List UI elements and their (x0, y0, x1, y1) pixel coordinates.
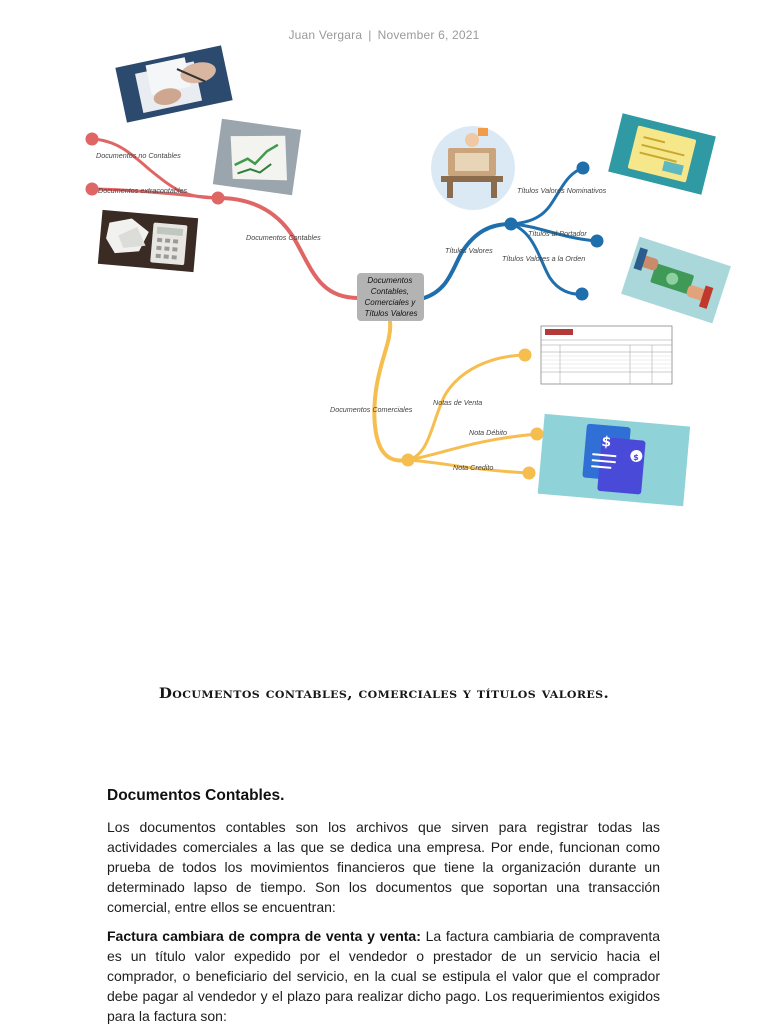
node-nominativos[interactable] (577, 162, 590, 175)
node-comerciales-hub[interactable] (402, 454, 415, 467)
crumpled-paper-calculator-image (98, 210, 198, 272)
node-portador[interactable] (591, 235, 604, 248)
node-no-contables[interactable] (86, 133, 99, 146)
center-node-label: Documentos Contables, Comerciales y Títulos Valores (364, 276, 418, 318)
svg-text:$: $ (632, 452, 640, 463)
hands-writing-document-image (115, 45, 232, 122)
node-nota-debito[interactable] (531, 428, 544, 441)
author-name[interactable]: Juan Vergara (288, 28, 363, 42)
stock-chart-paper-image (213, 119, 301, 195)
node-orden[interactable] (576, 288, 589, 301)
section-heading: Documentos Contables. (107, 787, 285, 804)
label-nota-credito: Nota Credito (453, 463, 494, 472)
label-notas-venta: Notas de Venta (433, 398, 483, 407)
label-documentos-comerciales: Documentos Comerciales (330, 405, 413, 414)
label-documentos-no-contables: Documentos no Contables (96, 151, 181, 160)
office-desk-illustration-image (431, 126, 515, 210)
label-titulos-portador: Títulos al Portador (528, 229, 587, 238)
label-documentos-extracontables: Documentos extracontables (98, 186, 188, 195)
label-titulos-valores: Títulos Valores (445, 246, 493, 255)
paragraph-factura (107, 926, 660, 1026)
paragraph-factura-term: Factura cambiara de compra de venta y venta: (107, 928, 421, 944)
document-title: Documentos contables, comerciales y títulos valores. (158, 684, 610, 702)
label-documentos-contables: Documentos Contables (246, 233, 321, 242)
money-handover-image (621, 237, 731, 324)
node-notas-venta[interactable] (519, 349, 532, 362)
byline-separator: | (368, 28, 372, 42)
dollar-documents-image (538, 414, 690, 506)
node-contables-hub[interactable] (212, 192, 225, 205)
node-extracontables[interactable] (86, 183, 99, 196)
paragraph-intro: Los documentos contables son los archivos que sirven para registrar todas las actividades comerciales a las que se dedica una empresa. Por ende, funcionan como prueba de todos los movimientos financieros que tiene la organización durante un determinado lapso de tiempo. Son los documentos que soportan una transacción comercial, entre ellos se encuentran: (107, 819, 660, 915)
label-titulos-orden: Títulos Valores a la Orden (502, 254, 586, 263)
center-node[interactable] (357, 273, 424, 321)
sales-invoice-form-image (541, 326, 672, 384)
publish-date: November 6, 2021 (377, 28, 480, 42)
node-titulos-hub[interactable] (505, 218, 518, 231)
paragraph-factura-text: La factura cambiaria de compraventa es un título valor expedido por el vendedor o prestador de un servicio hacia el comprador, o beneficiario del servicio, en la cual se estipula el valor que el comprador debe pagar al vendedor y el plazo para realizar dicho pago. Los requerimientos exigidos para la factura son: (107, 928, 660, 1024)
label-nota-debito: Nota Débito (469, 428, 507, 437)
label-titulos-nominativos: Títulos Valores Nominativos (517, 186, 607, 195)
svg-text:$: $ (600, 433, 612, 451)
node-nota-credito[interactable] (523, 467, 536, 480)
section-documentos-contables (107, 787, 660, 1035)
check-document-image (608, 113, 716, 194)
